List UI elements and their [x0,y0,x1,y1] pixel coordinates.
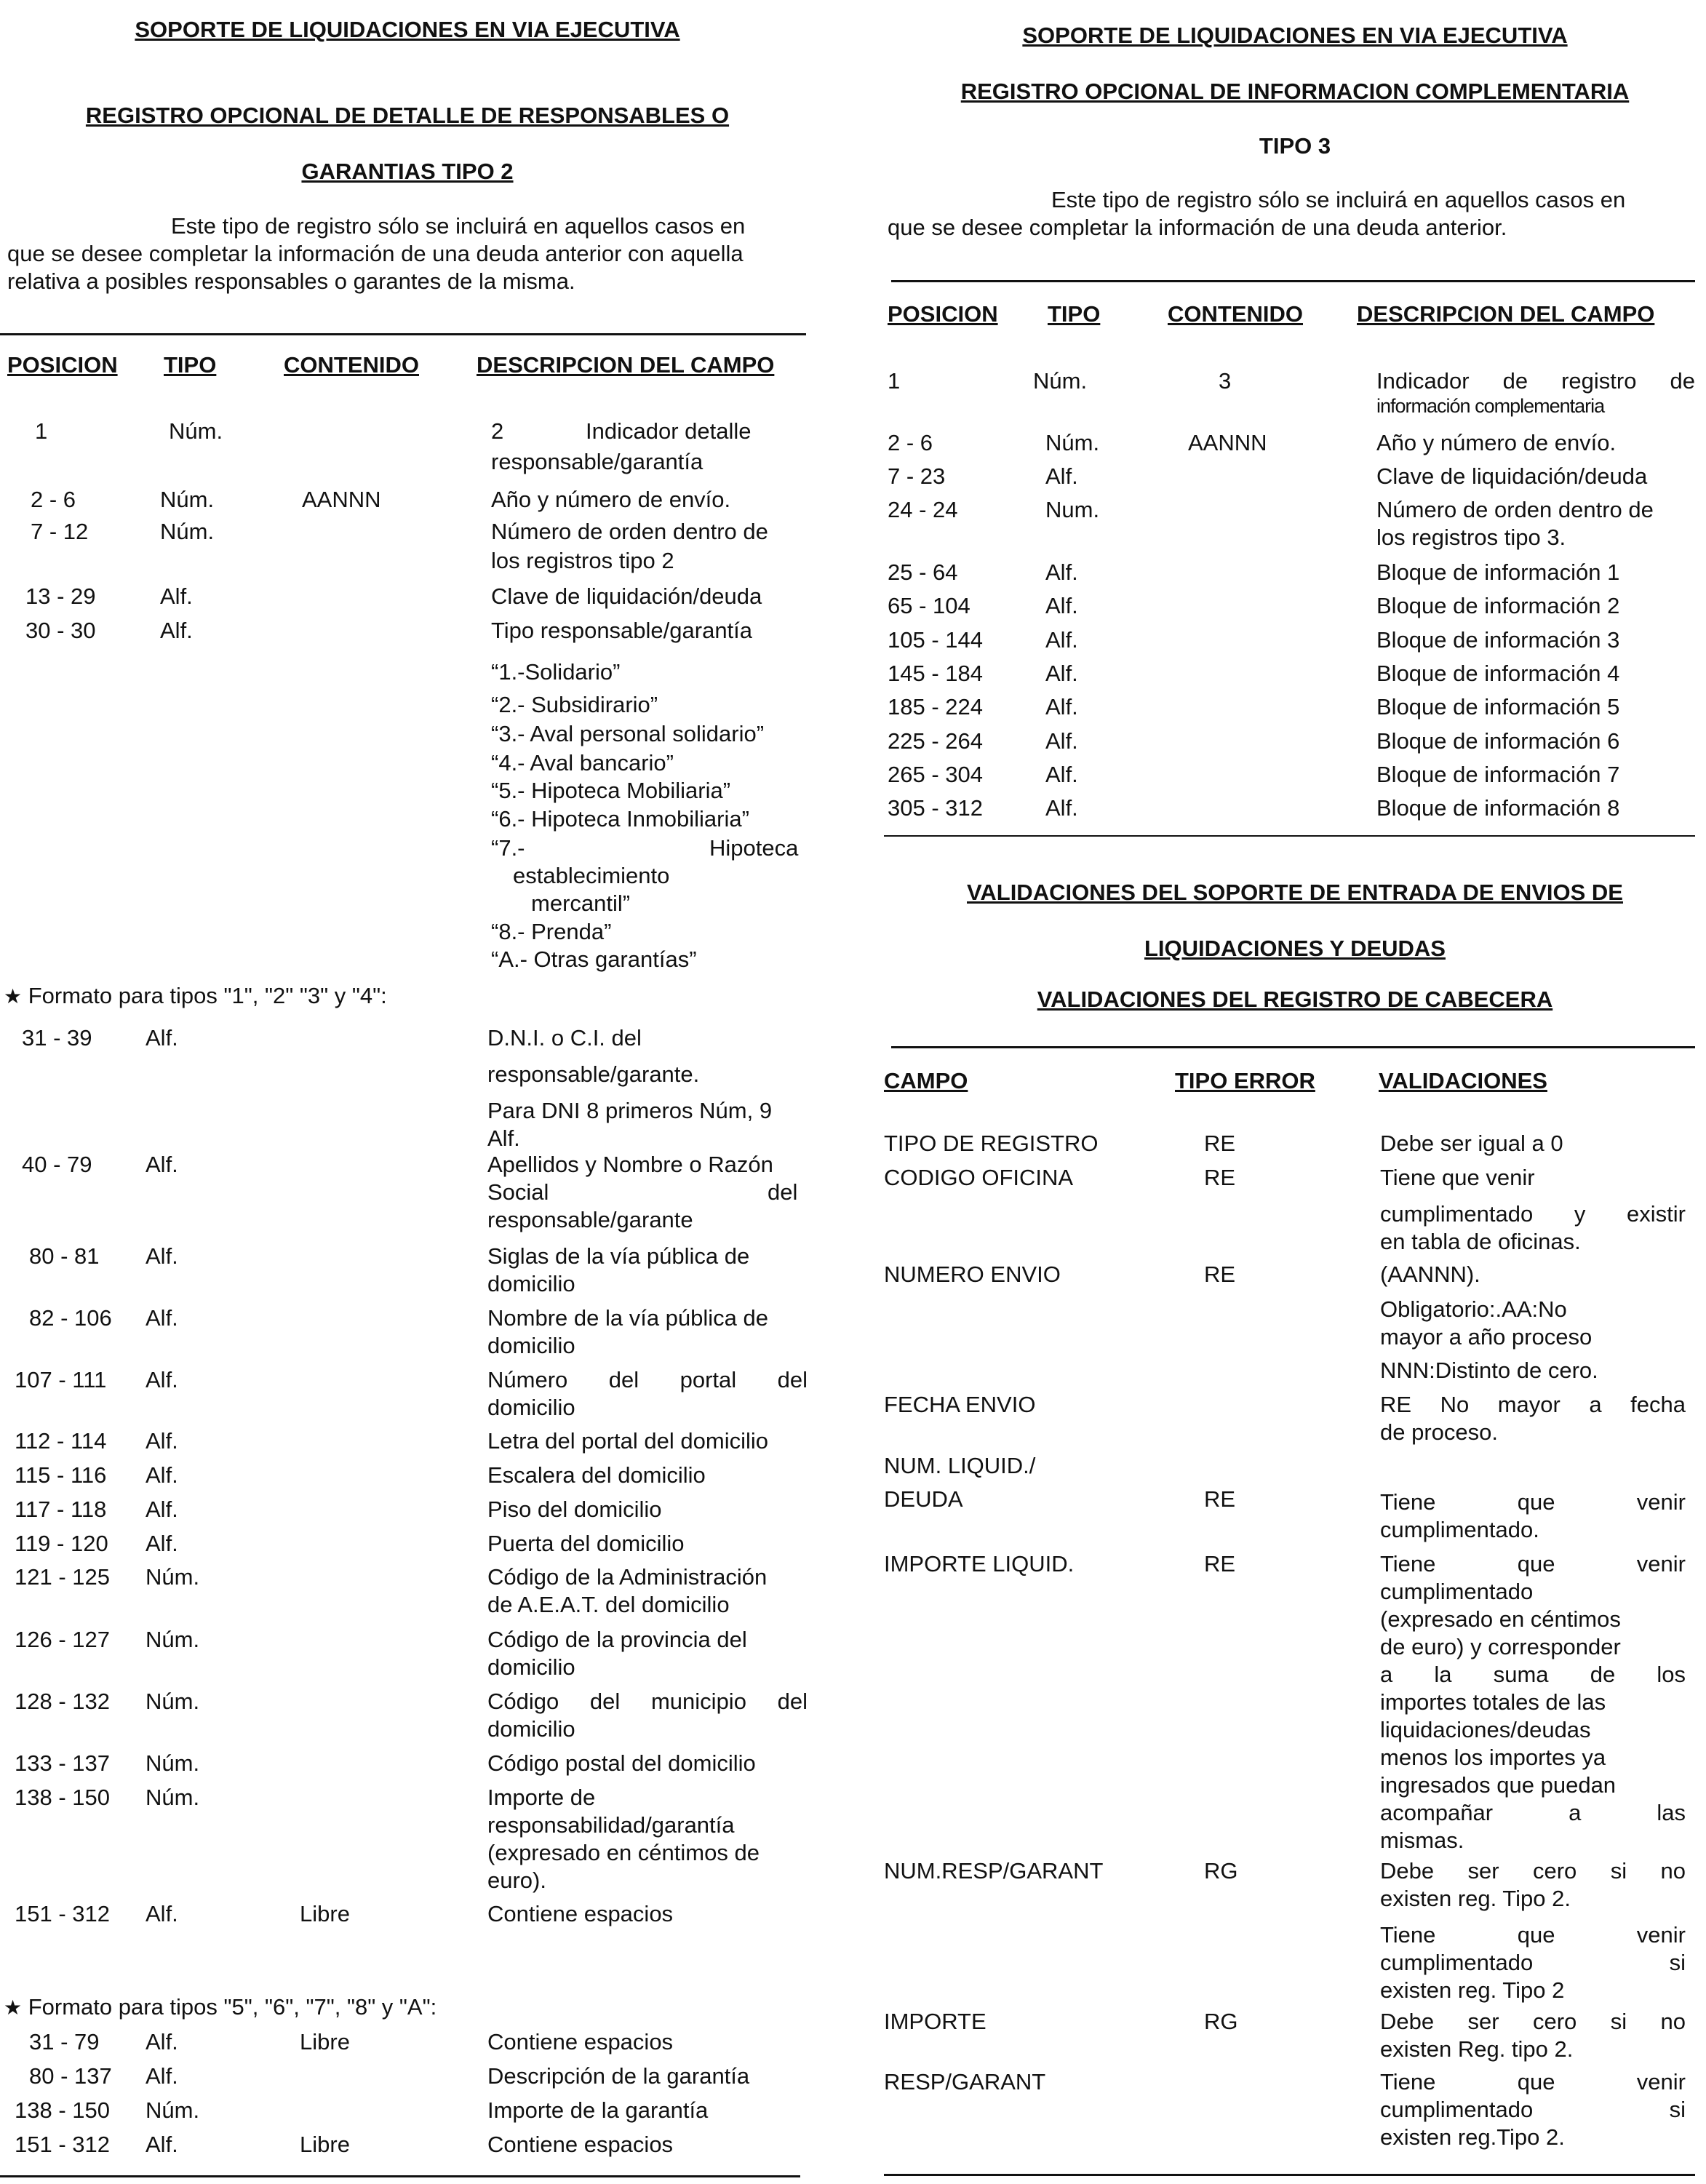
left-header-posicion: POSICION [7,352,118,378]
list-item: Hipoteca [709,835,799,861]
list-item: “5.- Hipoteca Mobiliaria” [491,778,731,803]
list-item: “6.- Hipoteca Inmobiliaria” [491,806,749,832]
right-subtitle-type: TIPO 3 [1259,133,1331,159]
left-header-contenido: CONTENIDO [284,352,419,378]
validations-header-validaciones: VALIDACIONES [1379,1068,1547,1093]
star-icon: ★ [4,1996,23,2019]
left-divider-top [0,333,806,335]
list-item: “3.- Aval personal solidario” [491,721,765,746]
left-header-descripcion: DESCRIPCION DEL CAMPO [477,352,775,378]
validations-subtitle: LIQUIDACIONES Y DEUDAS [1144,936,1446,961]
right-title: SOPORTE DE LIQUIDACIONES EN VIA EJECUTIVA [1022,23,1568,48]
right-header-contenido: CONTENIDO [1168,301,1303,327]
list-item: “1.-Solidario” [491,659,621,685]
format-note-2: ★ Formato para tipos "5", "6", "7", "8" y "A": [4,1994,437,2020]
validations-title: VALIDACIONES DEL SOPORTE DE ENTRADA DE ENVIOS DE [967,880,1623,905]
validations-divider [891,1046,1695,1048]
validations-header-record-title: VALIDACIONES DEL REGISTRO DE CABECERA [1037,987,1553,1012]
right-header-descripcion: DESCRIPCION DEL CAMPO [1357,301,1655,327]
list-item: mercantil” [531,890,631,916]
format-note-1: ★ Formato para tipos "1", "2" "3" y "4": [4,983,387,1008]
right-divider-mid [884,835,1695,837]
right-subtitle: REGISTRO OPCIONAL DE INFORMACION COMPLEMENTARIA [960,79,1630,104]
list-item: “2.- Subsidirario” [491,692,658,717]
right-divider-bottom [884,2174,1695,2176]
validations-header-tipo-error: TIPO ERROR [1175,1068,1315,1093]
list-item: “4.- Aval bancario” [491,750,674,776]
list-item: establecimiento [513,863,670,888]
star-icon: ★ [4,985,23,1008]
left-divider-bottom [0,2175,800,2177]
left-title: SOPORTE DE LIQUIDACIONES EN VIA EJECUTIVA [135,17,680,42]
list-item: “7.- [491,835,525,861]
list-item: “A.- Otras garantías” [491,946,697,972]
right-header-posicion: POSICION [888,301,998,327]
left-header-tipo: TIPO [164,352,217,378]
right-intro: Este tipo de registro sólo se incluirá en aquellos casos en que se desee completar la información de una deuda anterior. [888,187,1626,240]
left-intro: Este tipo de registro sólo se incluirá en aquellos casos en que se desee completar la información de una deuda anterior con aquella relativa a posibles responsables o garantes de la misma. [7,213,746,294]
right-header-tipo: TIPO [1048,301,1101,327]
left-subtitle: REGISTRO OPCIONAL DE DETALLE DE RESPONSABLES O [85,103,730,128]
validations-header-campo: CAMPO [884,1068,968,1093]
right-divider-top [891,280,1695,282]
list-item: “8.- Prenda” [491,919,612,944]
left-page: SOPORTE DE LIQUIDACIONES EN VIA EJECUTIVA REGISTRO OPCIONAL DE DETALLE DE RESPONSABLES O GARANTIAS TIPO 2 Este tipo de registro sólo se incluirá en aquellos casos en que se desee completar la información de una deuda anterior con aquella relativa a posibles responsables o garantes de la misma. POSICION TIPO CONTENIDO DESCRIPCION DEL CAMPO 1 Núm. 2 Indicador detalle responsable/garantía 2 - 6 Núm. AANNN Año y número de envío. 7 - 12 Núm. Número de orden dentro de los registros tipo 2 13 - 29 Alf. Clave de liquidación/deuda 30 - 30 Alf. Tipo responsable/garantía “1.-Solidario” “2.- Subsidirario” “3.- Aval personal solidario” “4.- Aval bancario” “5.- Hipoteca Mobiliaria” “6.- Hipoteca Inmobiliaria” “7.- Hipoteca establecimiento mercantil” “8.- Prenda” “A.- Otras garantías” ★ Formato para tipos "1", "2" "3" y "4": 31 - 39 Alf. D.N.I. o C.I. del responsable/garante. Para DNI 8 primeros Núm, 9 Alf. 40 - 79 Alf. Apellidos y Nombre o Razón Social del responsable/garante 80 - 81 Alf. Siglas de la vía pública de domicilio 82 - 106 Alf. Nombre de la vía pública de domicilio 107 - 111 Alf. Número del portal del domicilio 112 - 114 Alf. Letra del portal del domicilio 115 - 116 Alf. Escalera del domicilio 117 - 118 Alf. Piso del domicilio 119 - 120 Alf. Puerta del domicilio 121 - 125 Núm. Código de la Administración de A.E.A.T. del domicilio 126 - 127 Núm. Código de la provincia del domicilio 128 - 132 Núm. Código del municipio del domicilio 133 - 137 Núm. Código postal del domicilio 138 - 150 Núm. Importe de responsabilidad/garantía (expresado en céntimos de euro). 151 - 312 Alf. Libre Contiene espacios ★ Formato para tipos "5", "6", "7", "8" y "A": 31 - 79 Alf. Libre Contiene espacios 80 - 137 Alf. Descripción de la garantía 138 - 150 Núm. Importe de la garantía 151 - 312 Alf. Libre Contiene espacios [0,0,815,2184]
left-subtitle-type: GARANTIAS TIPO 2 [301,159,514,184]
right-page: SOPORTE DE LIQUIDACIONES EN VIA EJECUTIVA REGISTRO OPCIONAL DE INFORMACION COMPLEMENTARIA TIPO 3 Este tipo de registro sólo se incluirá en aquellos casos en que se desee completar la información de una deuda anterior. POSICION TIPO CONTENIDO DESCRIPCION DEL CAMPO 1 Núm. 3 Indicador de registro de información complementaria 2 - 6 Núm. AANNN Año y número de envío. 7 - 23 Alf. Clave de liquidación/deuda 24 - 24 Num. Número de orden dentro de los registros tipo 3. 25 - 64 Alf. Bloque de información 1 65 - 104 Alf. Bloque de información 2 105 - 144 Alf. Bloque de información 3 145 - 184 Alf. Bloque de información 4 185 - 224 Alf. Bloque de información 5 225 - 264 Alf. Bloque de información 6 265 - 304 Alf. Bloque de información 7 305 - 312 Alf. Bloque de información 8 VALIDACIONES DEL SOPORTE DE ENTRADA DE ENVIOS DE LIQUIDACIONES Y DEUDAS VALIDACIONES DEL REGISTRO DE CABECERA CAMPO TIPO ERROR VALIDACIONES TIPO DE REGISTRO RE Debe ser igual a 0 CODIGO OFICINA RE Tiene que venir cumplimentado y existir en tabla de oficinas. NUMERO ENVIO RE (AANNN). Obligatorio:.AA:No mayor a año proceso NNN:Distinto de cero. FECHA ENVIO RE No mayor a fecha de proceso. NUM. LIQUID./ DEUDA RE Tiene que venir cumplimentado. IMPORTE LIQUID. RE Tiene que venir cumplimentado (expresado en céntimos de euro) y corresponder a la suma de los importes totales de las liquidaciones/deudas menos los importes ya ingresados que puedan acompañar a las mismas. NUM.RESP/GARANT RG Debe ser cero si no existen reg. Tipo 2. Tiene que venir cumplimentado si existen reg. Tipo 2 IMPORTE RG Debe ser cero si no existen Reg. tipo 2. RESP/GARANT Tiene que venir cumplimentado si existen reg.Tipo 2. [884,0,1706,2184]
